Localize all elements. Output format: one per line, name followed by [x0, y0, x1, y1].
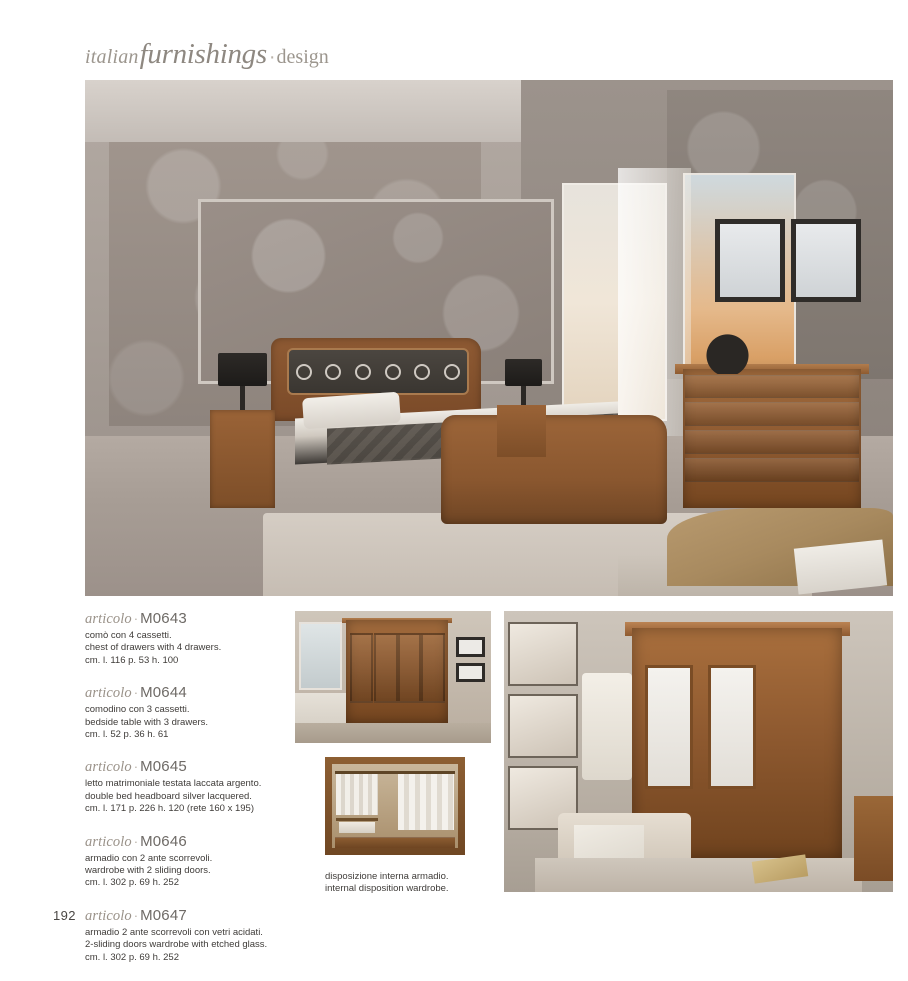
thumb-floor — [295, 723, 491, 743]
photo-side-chair — [854, 796, 893, 880]
hero-table-lamp-left — [218, 353, 266, 410]
lamp-stem — [240, 386, 246, 410]
product-code: M0646 — [140, 832, 187, 850]
page-number: 192 — [53, 908, 76, 923]
product-spec-item — [85, 684, 285, 741]
hero-bedside-table-right — [497, 405, 545, 457]
wardrobe-door — [350, 633, 373, 703]
photo-rug — [535, 858, 862, 892]
photo-floor-lamp — [582, 673, 633, 780]
hero-headboard-rings-panel — [287, 348, 469, 394]
articolo-separator: · — [133, 907, 139, 923]
hero-table-lamp-right — [505, 359, 541, 405]
hero-curtain — [618, 168, 691, 436]
headboard-ring — [355, 364, 371, 380]
lamp-shade — [505, 359, 541, 386]
headboard-ring — [325, 364, 341, 380]
masthead-logo — [85, 38, 329, 72]
internal-drawer — [335, 837, 455, 848]
drawer — [685, 402, 859, 426]
spec-line-dimensions: cm. l. 52 p. 36 h. 61 — [85, 729, 169, 741]
product-spec-item — [85, 833, 285, 890]
articolo-label: articolo — [85, 685, 132, 702]
etched-glass-panel — [645, 665, 693, 789]
spec-line-en: 2-sliding doors wardrobe with etched glass. — [85, 939, 268, 951]
caption-line-it: disposizione interna armadio. — [325, 871, 449, 882]
wardrobe-door — [398, 633, 421, 703]
wardrobe-room-thumbnail — [295, 611, 491, 743]
product-code-row — [85, 758, 285, 776]
articolo-separator: · — [133, 685, 139, 701]
product-spec-item — [85, 610, 285, 667]
spec-line-en: chest of drawers with 4 drawers. — [85, 642, 222, 654]
drawer — [685, 458, 859, 482]
articolo-label: articolo — [85, 907, 132, 924]
hero-bed-pillow — [302, 391, 401, 429]
caption-line-en: internal disposition wardrobe. — [325, 883, 449, 895]
drawer — [685, 430, 859, 454]
thumb-window — [299, 622, 342, 691]
internal-shelf — [336, 818, 378, 821]
headboard-ring — [444, 364, 460, 380]
wardrobe-door — [421, 633, 444, 703]
bedroom-set-photo — [85, 80, 893, 596]
product-code: M0643 — [140, 610, 187, 627]
hero-plant-decor — [699, 312, 756, 374]
spec-line-en: bedside table with 3 drawers. — [85, 716, 209, 728]
thumb-wall-frames — [456, 637, 485, 682]
drawer — [685, 375, 859, 399]
etched-glass-panel — [708, 665, 756, 789]
spec-line-it: armadio 2 ante scorrevoli con vetri acidati. — [85, 926, 263, 938]
folded-linens — [339, 822, 375, 834]
spec-line-it: armadio con 2 ante scorrevoli. — [85, 852, 213, 864]
thumb-wardrobe-body — [346, 620, 448, 723]
spec-line-dimensions: cm. l. 302 p. 69 h. 252 — [85, 951, 180, 963]
lamp-stem — [521, 386, 525, 406]
framed-picture — [715, 219, 785, 302]
photo-wall-art-group — [508, 622, 578, 830]
articolo-separator: · — [133, 611, 139, 626]
hero-bed-footboard — [441, 415, 667, 523]
product-code-row — [85, 907, 285, 925]
etched-glass-wardrobe-photo — [504, 611, 893, 892]
articolo-label: articolo — [85, 759, 132, 776]
hero-magazine — [794, 540, 887, 595]
spec-line-it: comodino con 3 cassetti. — [85, 704, 190, 716]
product-spec-item — [85, 907, 285, 964]
masthead-separator: · — [268, 46, 276, 68]
wardrobe-internal-thumbnail — [325, 757, 465, 855]
articolo-separator: · — [133, 833, 139, 849]
product-code: M0644 — [140, 684, 187, 702]
articolo-label: articolo — [85, 611, 132, 627]
framed-picture — [791, 219, 861, 302]
product-code-row — [85, 833, 285, 851]
hero-bedside-table-left — [210, 410, 275, 508]
wardrobe-door — [374, 633, 397, 703]
spec-line-en: double bed headboard silver lacquered. — [85, 790, 252, 802]
hanging-garments-right — [398, 774, 454, 831]
spec-line-dimensions: cm. l. 171 p. 226 h. 120 (rete 160 x 195) — [85, 803, 254, 815]
framed-picture — [508, 694, 578, 758]
masthead-word-furnishings: furnishings — [139, 38, 267, 70]
headboard-ring — [385, 364, 401, 380]
masthead-word-italian: italian — [85, 46, 139, 68]
masthead-word-design: design — [276, 46, 329, 68]
lamp-shade — [218, 353, 266, 386]
articolo-label: articolo — [85, 833, 132, 850]
spec-line-en: wardrobe with 2 sliding doors. — [85, 865, 211, 877]
product-spec-list — [85, 610, 285, 981]
headboard-ring — [296, 364, 312, 380]
hanging-shirts-left — [336, 774, 378, 815]
spec-line-it: comò con 4 cassetti. — [85, 630, 172, 641]
spec-line-it: letto matrimoniale testata laccata argento. — [85, 778, 262, 790]
framed-picture — [508, 622, 578, 686]
spec-line-dimensions: cm. l. 302 p. 69 h. 252 — [85, 877, 180, 889]
spec-line-dimensions: cm. l. 116 p. 53 h. 100 — [85, 654, 179, 666]
framed-picture — [456, 663, 485, 682]
product-code-row — [85, 610, 285, 628]
product-spec-item — [85, 758, 285, 815]
articolo-separator: · — [133, 759, 139, 775]
product-code: M0645 — [140, 758, 187, 776]
hero-wall-frames — [715, 219, 860, 302]
framed-picture — [456, 637, 485, 656]
product-code: M0647 — [140, 906, 187, 924]
headboard-ring — [414, 364, 430, 380]
product-code-row — [85, 684, 285, 702]
hero-chest-of-drawers — [683, 369, 861, 508]
